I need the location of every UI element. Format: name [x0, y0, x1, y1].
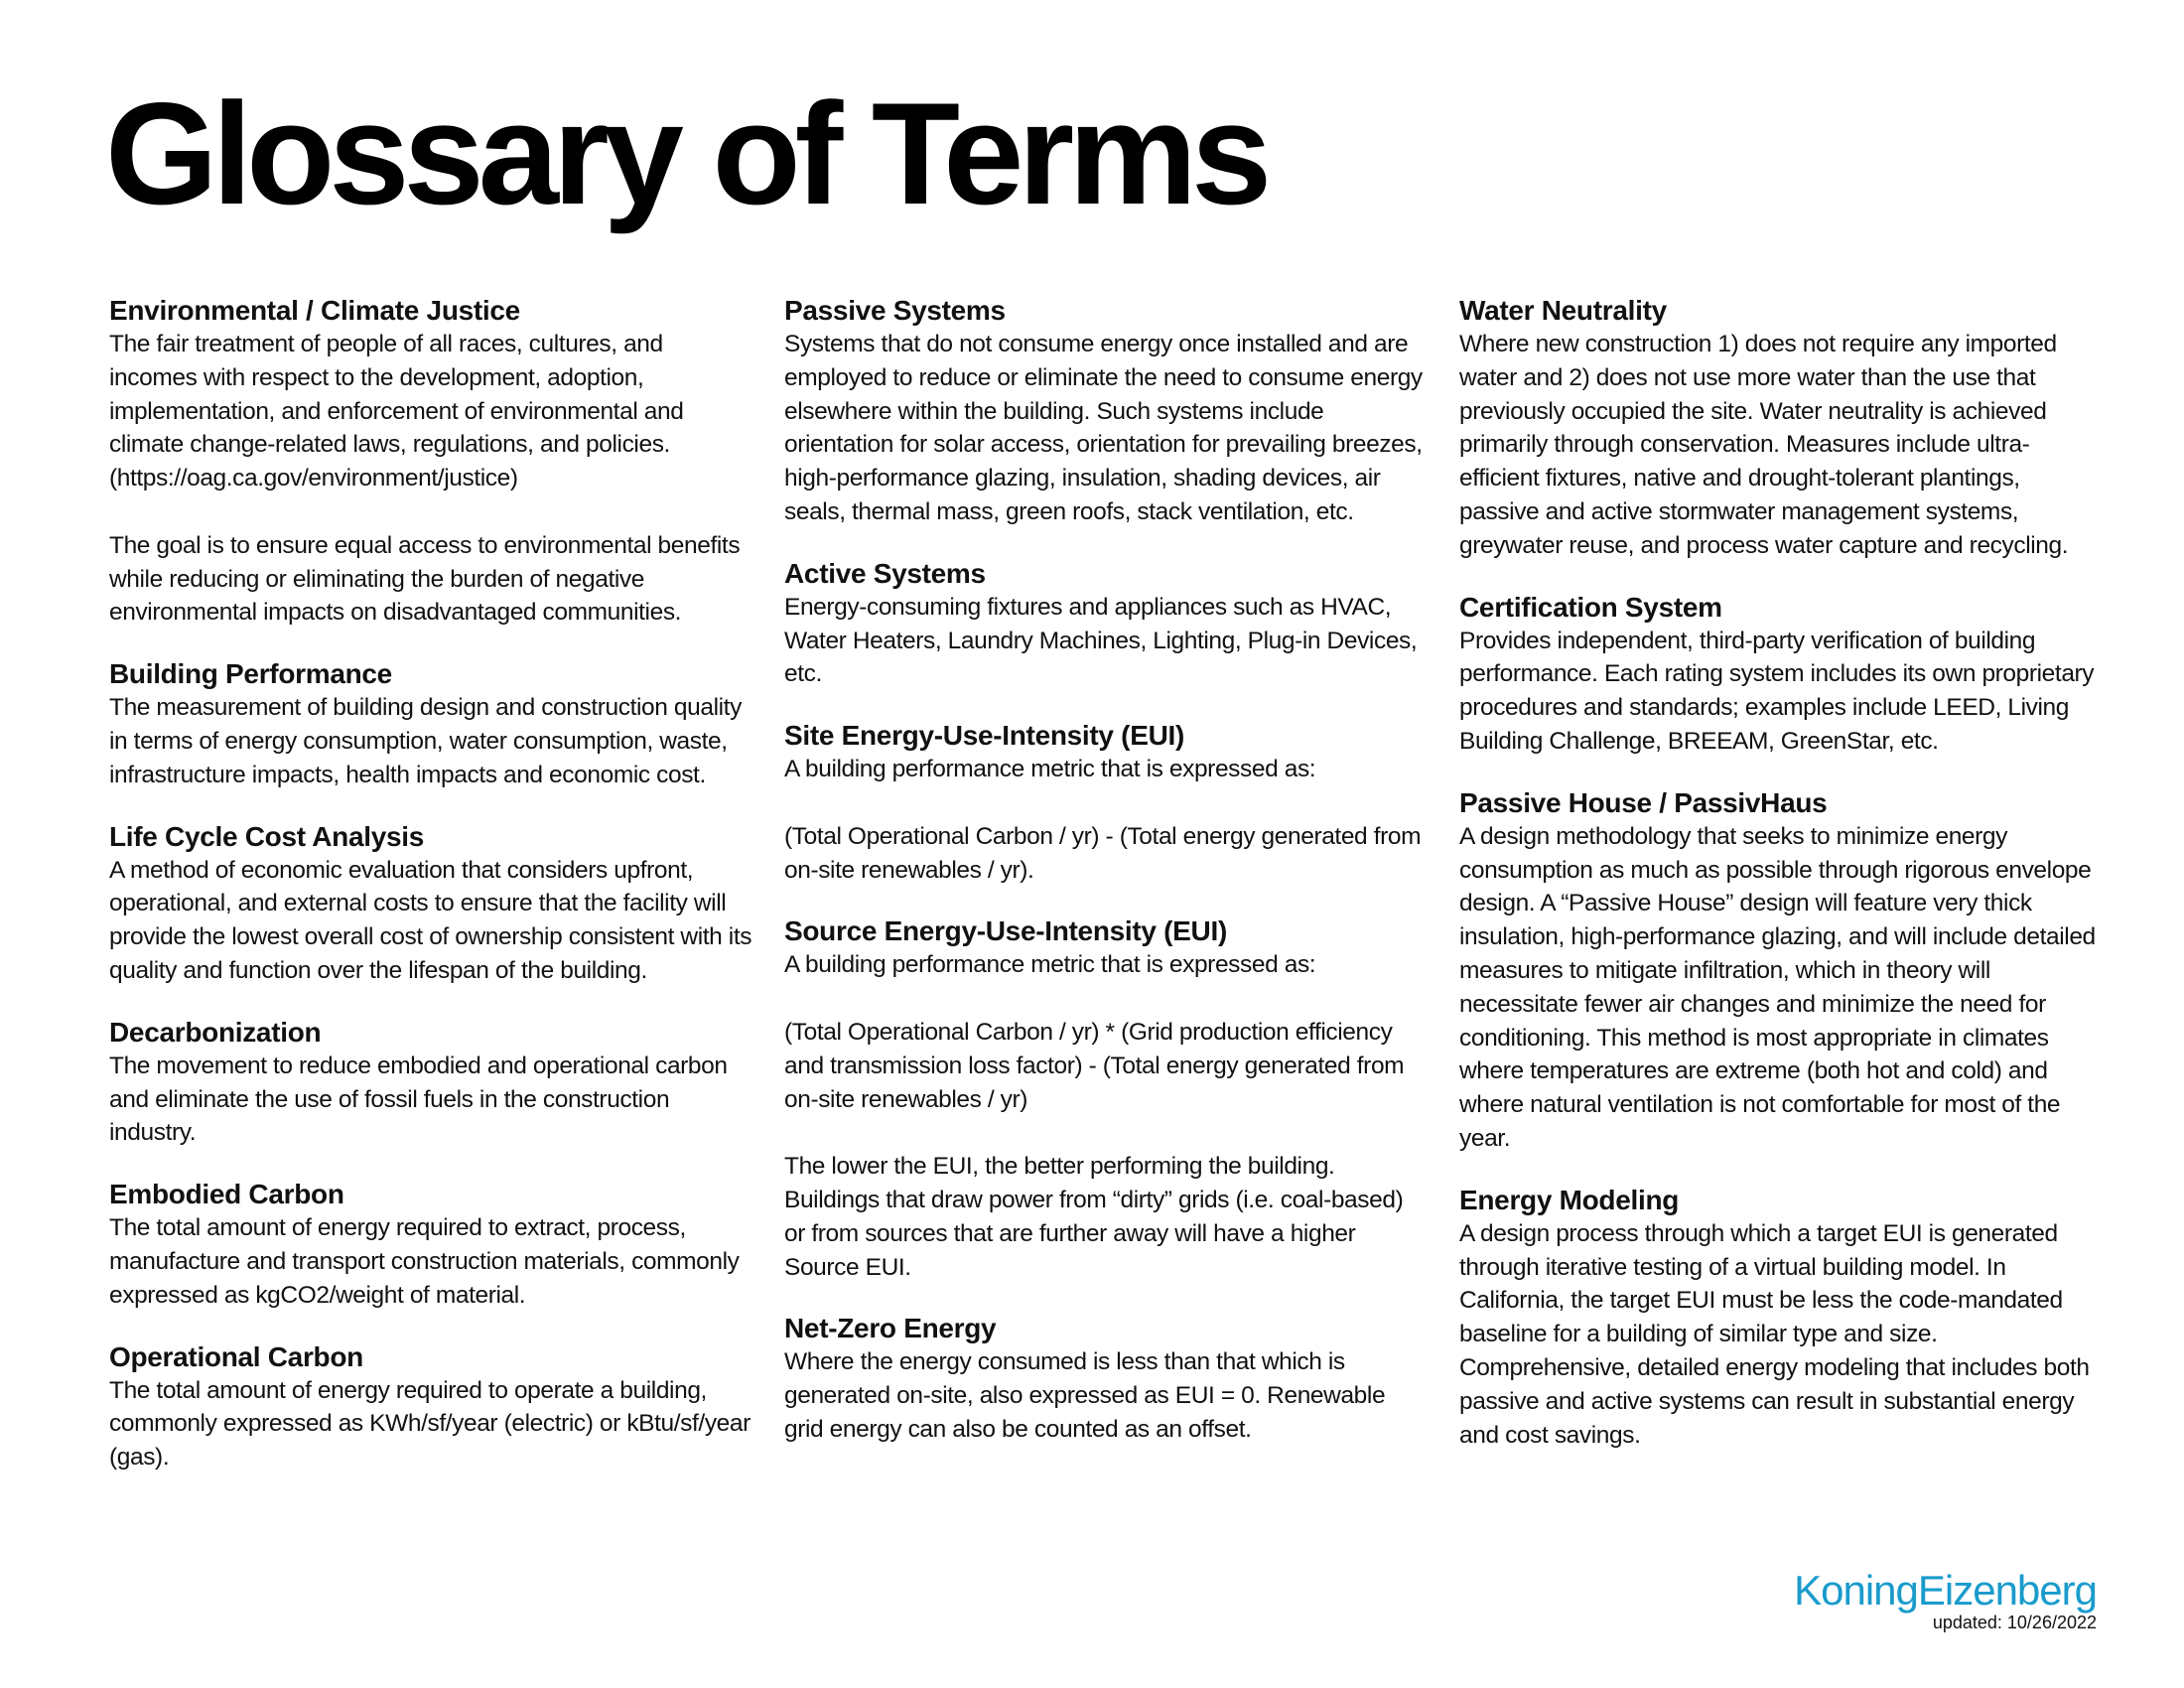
brand-footer: [1794, 1569, 2097, 1632]
glossary-entry: [109, 1016, 754, 1150]
term-heading: Certification System: [1459, 591, 1722, 623]
term-definition: The measurement of building design and construction quality in terms of energy consumption, water consumption, waste, infrastructure impacts, health impacts and economic cost.: [109, 694, 742, 788]
term-definition: The movement to reduce embodied and operational carbon and eliminate the use of fossil fuels in the construction industry.: [109, 1052, 728, 1147]
updated-date: updated: 10/26/2022: [1932, 1613, 2097, 1632]
glossary-entry: [1459, 591, 2105, 759]
glossary-entry: [784, 1312, 1430, 1446]
term-heading: Water Neutrality: [1459, 295, 1667, 326]
term-heading: Embodied Carbon: [109, 1179, 344, 1210]
term-definition: Systems that do not consume energy once installed and are employed to reduce or eliminate the need to consume energy elsewhere within the building. Such systems include orientation for solar access, orientation for prevailing breezes, high-performance glazing, insulation, shading devices, air seals, thermal mass, green roofs, stack ventilation, etc.: [784, 331, 1423, 525]
term-heading: Active Systems: [784, 557, 986, 589]
glossary-entry: [109, 294, 754, 630]
glossary-column-3: [1459, 294, 2105, 1479]
term-definition: A building performance metric that is expressed as:: [784, 951, 1316, 979]
term-definition: A method of economic evaluation that considers upfront, operational, and external costs to ensure that the facility will provide the lowest overall cost of ownership consistent with its quality and function over the lifespan of the building.: [109, 856, 752, 984]
term-definition: Energy-consuming fixtures and appliances such as HVAC, Water Heaters, Laundry Machines, Lighting, Plug-in Devices, etc.: [784, 593, 1418, 688]
term-definition: A design process through which a target EUI is generated through iterative testing of a virtual building model. In California, the target EUI must be less the code-mandated baseline for a building of similar type and size. Comprehensive, detailed energy modeling that includes both passive and active systems can result in substantial energy and cost savings.: [1459, 1219, 2090, 1449]
term-heading: Passive Systems: [784, 295, 1006, 326]
page-title: Glossary of Terms: [105, 72, 1267, 234]
term-heading: Net-Zero Energy: [784, 1313, 997, 1344]
glossary-entry: [784, 914, 1430, 1284]
term-definition: A building performance metric that is expressed as:: [784, 756, 1316, 783]
term-heading: Decarbonization: [109, 1016, 322, 1048]
glossary-entry: [109, 1340, 754, 1475]
glossary-entry: [784, 719, 1430, 887]
term-heading: Energy Modeling: [1459, 1184, 1680, 1215]
term-heading: Environmental / Climate Justice: [109, 295, 520, 326]
term-definition: Where the energy consumed is less than that which is generated on-site, also expressed as EUI = 0. Renewable grid energy can also be counted as an offset.: [784, 1348, 1386, 1443]
term-definition: A design methodology that seeks to minimize energy consumption as much as possible through rigorous envelope design. A “Passive House” design will feature very thick insulation, high-performance glazing, and will include detailed measures to mitigate infiltration, which in theory will necessitate fewer air changes and minimize the need for conditioning. This method is most appropriate in climates where temperatures are extreme (both hot and cold) and where natural ventilation is not comfortable for most of the year.: [1459, 822, 2096, 1152]
glossary-entry: [109, 820, 754, 988]
term-heading: Operational Carbon: [109, 1340, 363, 1372]
term-formula: (Total Operational Carbon / yr) * (Grid production efficiency and transmission loss factor) - (Total energy generated from on-site renewables / yr): [784, 1018, 1405, 1113]
term-definition: Where new construction 1) does not require any imported water and 2) does not use more water than the use that previously occupied the site. Water neutrality is achieved primarily through conservation. Measures include ultra-efficient fixtures, native and drought-tolerant plantings, passive and active stormwater management systems, greywater reuse, and process water capture and recycling.: [1459, 331, 2069, 559]
term-note: The lower the EUI, the better performing the building. Buildings that draw power from “dirty” grids (i.e. coal-based) or from sources that are further away will have a higher Source EUI.: [784, 1153, 1404, 1281]
term-heading: Passive House / PassivHaus: [1459, 786, 1828, 818]
term-heading: Life Cycle Cost Analysis: [109, 820, 424, 852]
brand-logo: KoningEizenberg: [1794, 1567, 2097, 1614]
term-definition: The total amount of energy required to operate a building, commonly expressed as KWh/sf/year (electric) or kBtu/sf/year (gas).: [109, 1376, 751, 1472]
glossary-entry: [784, 557, 1430, 691]
term-definition: The fair treatment of people of all races, cultures, and incomes with respect to the development, adoption, implementation, and enforcement of environmental and climate change-related laws, regulations, and policies. (https://oag.ca.gov/environment/justice): [109, 331, 684, 492]
glossary-entry: [1459, 1184, 2105, 1453]
term-definition: The goal is to ensure equal access to environmental benefits while reducing or eliminating the burden of negative environmental impacts on disadvantaged communities.: [109, 531, 741, 627]
term-heading: Source Energy-Use-Intensity (EUI): [784, 915, 1227, 947]
term-definition: The total amount of energy required to extract, process, manufacture and transport construction materials, commonly expressed as kgCO2/weight of material.: [109, 1214, 740, 1309]
glossary-entry: [784, 294, 1430, 529]
glossary-entry: [1459, 786, 2105, 1156]
term-heading: Building Performance: [109, 658, 392, 690]
glossary-entry: [109, 657, 754, 791]
term-definition: Provides independent, third-party verification of building performance. Each rating system includes its own proprietary procedures and standards; examples include LEED, Living Building Challenge, BREEAM, GreenStar, etc.: [1459, 627, 2095, 755]
glossary-entry: [1459, 294, 2105, 563]
glossary-column-2: [784, 294, 1430, 1475]
glossary-entry: [109, 1178, 754, 1312]
glossary-column-1: [109, 294, 754, 1502]
term-heading: Site Energy-Use-Intensity (EUI): [784, 720, 1185, 752]
term-formula: (Total Operational Carbon / yr) - (Total energy generated from on-site renewables / yr).: [784, 822, 1422, 884]
